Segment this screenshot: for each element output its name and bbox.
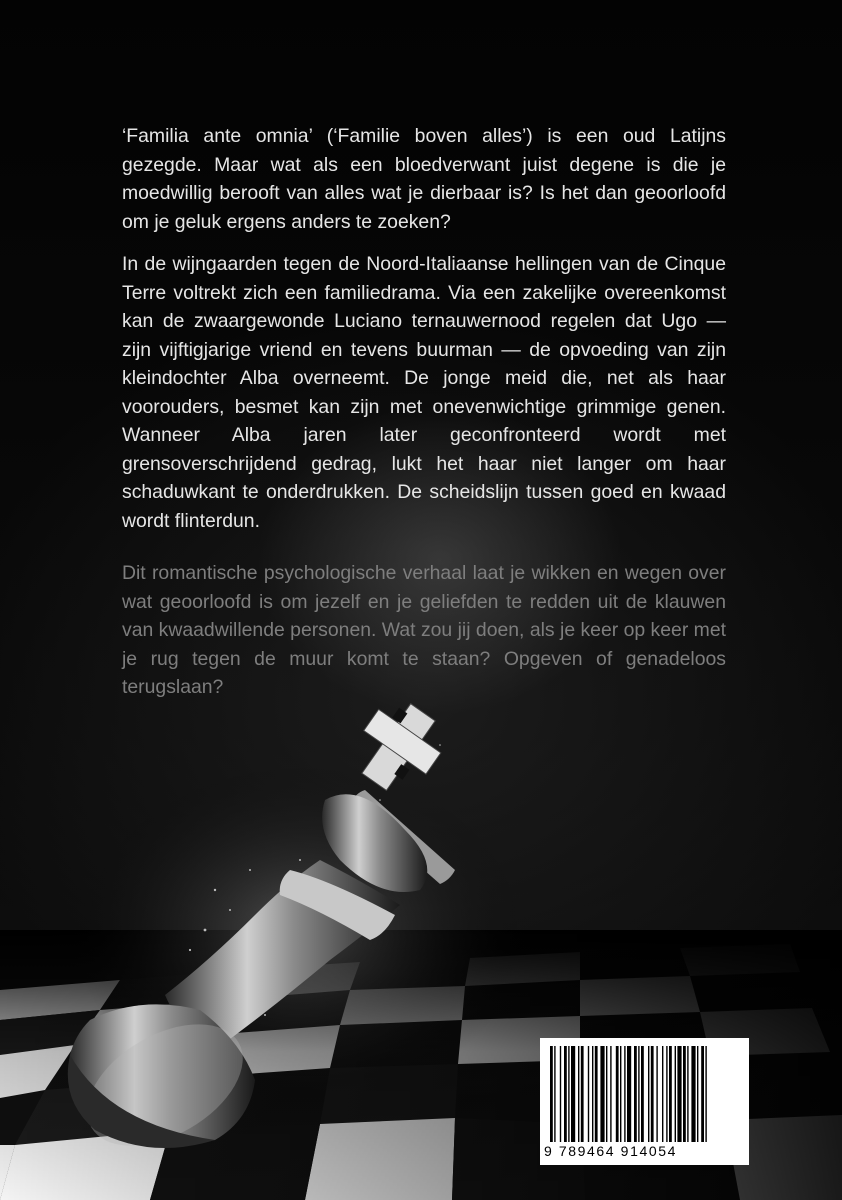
- barcode-bar: [578, 1046, 579, 1142]
- barcode-bar: [677, 1046, 681, 1142]
- barcode-bar: [705, 1046, 706, 1142]
- barcode-bar: [634, 1046, 637, 1142]
- barcode-bar: [683, 1046, 686, 1142]
- barcode-bar: [687, 1046, 688, 1142]
- barcode-bar: [651, 1046, 654, 1142]
- barcode-bar: [669, 1046, 672, 1142]
- barcode-bar: [600, 1046, 604, 1142]
- barcode-bar: [697, 1046, 698, 1142]
- barcode-bar: [701, 1046, 704, 1142]
- barcode-bar: [606, 1046, 607, 1142]
- barcode-bar: [620, 1046, 621, 1142]
- barcode-bar: [624, 1046, 625, 1142]
- barcode-bar: [592, 1046, 593, 1142]
- barcode-bar: [662, 1046, 663, 1142]
- barcode-bar: [627, 1046, 631, 1142]
- barcode-bar: [588, 1046, 589, 1142]
- blurb-paragraph-tagline: Dit romantische psychologische verhaal laat je wikken en wegen over wat geoorloofd is om jezelf en je geliefden te redden uit de klauwen van kwaadwillende personen. Wat zou jij doen, als je keer op keer met je rug tegen de muur komt te staan? Opgeven of genadeloos terugslaan?: [122, 562, 726, 699]
- barcode-bar: [638, 1046, 639, 1142]
- barcode-bar: [581, 1046, 584, 1142]
- barcode-bar: [675, 1046, 676, 1142]
- blurb-paragraph-synopsis: In de wijngaarden tegen de Noord-Italiaanse hellingen van de Cinque Terre voltrekt zich een familiedrama. Via een zakelijke overeenkomst kan de zwaargewonde Luciano ternauwernood regelen dat Ugo — zijn vijftigjarige vriend en tevens buurman — de opvoeding van zijn kleindochter Alba overneemt. De jonge meid die, net als haar voorouders, besmet kan zijn met onevenwichtige grimmige genen. Wanneer Alba jaren later geconfronteerd wordt met grensoverschrijdend gedrag, lukt het haar niet langer om haar schaduwkant te onderdrukken. De scheidslijn tussen goed en kwaad wordt flinterdun.: [122, 253, 726, 532]
- barcode-bar: [691, 1046, 695, 1142]
- blurb-paragraph-intro: ‘Familia ante omnia’ (‘Familie boven alles’) is een oud Latijns gezegde. Maar wat als een bloedverwant juist degene is die je moedwillig berooft van alles wat je dierbaar is? Is het dan geoorloofd om je geluk ergens anders te zoeken?: [122, 125, 726, 233]
- barcode-bar: [641, 1046, 644, 1142]
- barcode-bar: [656, 1046, 657, 1142]
- barcode-bar: [571, 1046, 575, 1142]
- barcode-bar: [595, 1046, 598, 1142]
- barcode-bar: [666, 1046, 667, 1142]
- isbn-number: 9 789464 914054: [544, 1143, 677, 1159]
- barcode-bar: [616, 1046, 619, 1142]
- isbn-barcode: [540, 1038, 749, 1165]
- barcode-bar: [610, 1046, 611, 1142]
- barcode-bar: [560, 1046, 561, 1142]
- barcode-bar: [554, 1046, 555, 1142]
- barcode-bars: [550, 1046, 740, 1142]
- barcode-bar: [564, 1046, 567, 1142]
- barcode-bar: [568, 1046, 569, 1142]
- barcode-bar: [550, 1046, 553, 1142]
- barcode-bar: [648, 1046, 649, 1142]
